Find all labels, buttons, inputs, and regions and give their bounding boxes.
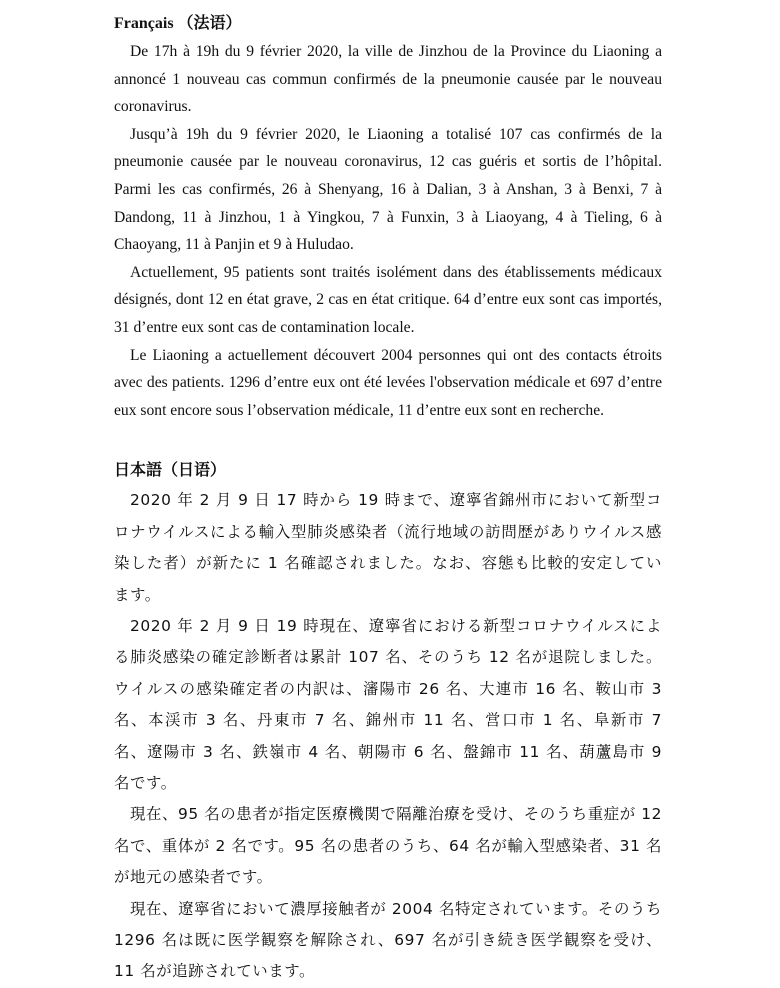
french-paragraph-1: De 17h à 19h du 9 février 2020, la ville de Jinzhou de la Province du Liaoning a annoncé 1 nouveau cas commun confirmés de la pneumonie causée par le nouveau coronavirus.: [114, 43, 662, 116]
japanese-paragraph-4: 現在、遼寧省において濃厚接触者が 2004 名特定されています。そのうち 1296 名は既に医学観察を解除され、697 名が引き続き医学観察を受け、11 名が追跡されています。: [114, 899, 662, 981]
japanese-paragraph-3: 現在、95 名の患者が指定医療機関で隔離治療を受け、そのうち重症が 12 名で、重体が 2 名です。95 名の患者のうち、64 名が輸入型感染者、31 名が地元の感染者です。: [114, 805, 662, 887]
french-paragraph-3: Actuellement, 95 patients sont traités isolément dans des établissements médicaux désignés, dont 12 en état grave, 2 cas en état critique. 64 d’entre eux sont cas importés, 31 d’entre eux sont cas de contamination locale.: [114, 263, 662, 336]
french-paragraph-2: Jusqu’à 19h du 9 février 2020, le Liaoning a totalisé 107 cas confirmés de la pneumonie causée par le nouveau coronavirus, 12 cas guéris et sortis de l’hôpital. Parmi les cas confirmés, 26 à Shenyang, 16 à Dalian, 3 à Anshan, 3 à Benxi, 7 à Dandong, 11 à Jinzhou, 1 à Yingkou, 7 à Funxin, 3 à Liaoyang, 4 à Tieling, 6 à Chaoyang, 11 à Panjin et 9 à Huludao.: [114, 125, 662, 254]
japanese-section: [114, 457, 662, 988]
french-heading: Français （法语）: [114, 15, 242, 32]
japanese-heading: 日本語（日语）: [114, 462, 227, 480]
french-paragraph-4: Le Liaoning a actuellement découvert 2004 personnes qui ont des contacts étroits avec des patients. 1296 d’entre eux ont été levées l'observation médicale et 697 d’entre eux sont encore sous l’observation médicale, 11 d’entre eux sont en recherche.: [114, 346, 662, 419]
japanese-paragraph-2: 2020 年 2 月 9 日 19 時現在、遼寧省における新型コロナウイルスによる肺炎感染の確定診断者は累計 107 名、そのうち 12 名が退院しました。ウイルスの感染確定者の内訳は、瀋陽市 26 名、大連市 16 名、鞍山市 3 名、本渓市 3 名、丹東市 7 名、錦州市 11 名、営口市 1 名、阜新市 7 名、遼陽市 3 名、鉄嶺市 4 名、朝陽市 6 名、盤錦市 11 名、葫蘆島市 9 名です。: [114, 616, 662, 792]
japanese-paragraph-1: 2020 年 2 月 9 日 17 時から 19 時まで、遼寧省錦州市において新型コロナウイルスによる輸入型肺炎感染者（流行地域の訪問歴がありウイルス感染した者）が新たに 1 名確認されました。なお、容態も比較的安定しています。: [114, 491, 662, 604]
french-section: [114, 10, 662, 424]
document-page: [114, 10, 662, 988]
